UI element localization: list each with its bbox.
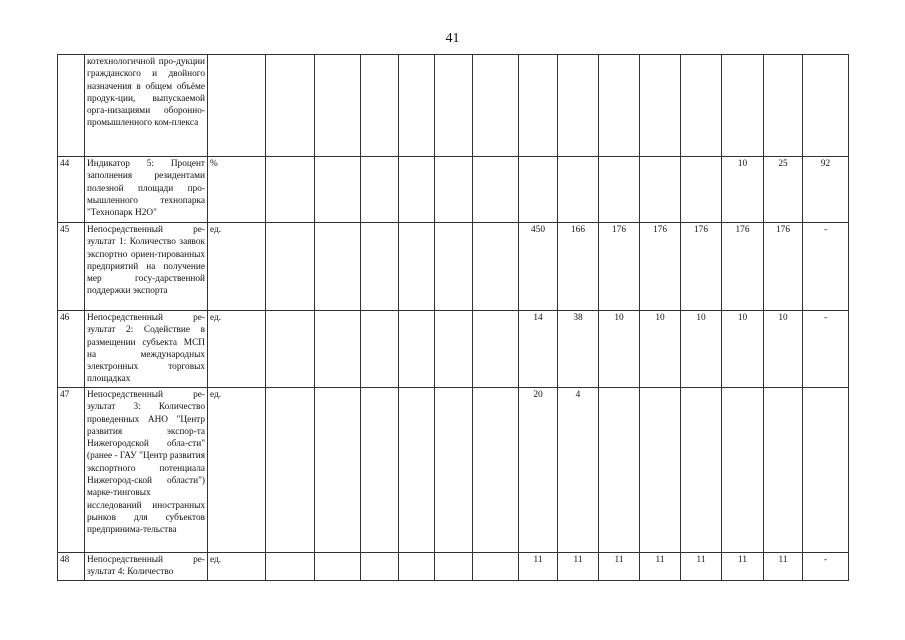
value-cell [558,157,599,223]
value-cell: 10 [681,311,722,388]
value-cell: 4 [558,388,599,553]
row-number-cell: 46 [58,311,85,388]
description-cell: Непосредственный ре-зультат 2: Содействие в размещении субъекта МСП на международных электронных торговых площадках [85,311,208,388]
value-cell: 176 [599,223,640,311]
value-cell [599,55,640,157]
value-cell: - [803,311,849,388]
page-number: 41 [445,31,460,46]
description-cell: котехнологичной про-дукции гражданского и двойного назначения в общем объёме продук-ции, выпускаемой орга-низациями оборонно-промышленного ком-плекса [85,55,208,157]
table-row [58,157,849,223]
value-cell: 176 [764,223,803,311]
value-cell [266,157,315,223]
value-cell [315,388,361,553]
value-cell [764,55,803,157]
table-row [58,553,849,581]
description-cell: Непосредственный ре-зультат 4: Количество [85,553,208,581]
value-cell: 10 [640,311,681,388]
value-cell [519,157,558,223]
value-cell [361,55,399,157]
value-cell [266,223,315,311]
value-cell [599,388,640,553]
value-cell [315,223,361,311]
value-cell [473,553,519,581]
value-cell [640,157,681,223]
value-cell: 11 [722,553,764,581]
indicator-table [57,54,849,581]
value-cell [473,388,519,553]
value-cell [640,388,681,553]
value-cell: 166 [558,223,599,311]
value-cell [399,388,435,553]
value-cell: 176 [681,223,722,311]
value-cell: - [803,553,849,581]
value-cell [473,157,519,223]
value-cell [315,553,361,581]
value-cell [803,55,849,157]
value-cell [681,157,722,223]
value-cell: 11 [681,553,722,581]
value-cell [722,388,764,553]
value-cell [722,55,764,157]
unit-cell [208,55,266,157]
value-cell: 25 [764,157,803,223]
value-cell [266,55,315,157]
table-row [58,311,849,388]
unit-cell: ед. [208,388,266,553]
table-row [58,388,849,553]
unit-cell: % [208,157,266,223]
value-cell: 92 [803,157,849,223]
row-number-cell [58,55,85,157]
value-cell: 10 [722,157,764,223]
value-cell [266,311,315,388]
value-cell: 11 [640,553,681,581]
value-cell [435,157,473,223]
value-cell: 20 [519,388,558,553]
value-cell [803,388,849,553]
value-cell: - [803,223,849,311]
value-cell: 10 [722,311,764,388]
value-cell [435,311,473,388]
unit-cell: ед. [208,311,266,388]
value-cell: 176 [722,223,764,311]
value-cell [435,55,473,157]
value-cell: 11 [558,553,599,581]
value-cell [399,223,435,311]
row-number-cell: 44 [58,157,85,223]
row-number-cell: 48 [58,553,85,581]
value-cell [315,157,361,223]
value-cell: 11 [599,553,640,581]
value-cell: 450 [519,223,558,311]
value-cell: 10 [599,311,640,388]
unit-cell: ед. [208,223,266,311]
value-cell [435,223,473,311]
value-cell [266,388,315,553]
value-cell: 38 [558,311,599,388]
value-cell [266,553,315,581]
value-cell: 10 [764,311,803,388]
description-cell: Непосредственный ре-зультат 1: Количество заявок экспортно ориен-тированных предприятий на получение мер госу-дарственной поддержки экспорта [85,223,208,311]
unit-cell: ед. [208,553,266,581]
value-cell [435,388,473,553]
value-cell [361,311,399,388]
value-cell [681,55,722,157]
value-cell [473,55,519,157]
table-row [58,223,849,311]
value-cell [315,311,361,388]
description-cell: Индикатор 5: Процент заполнения резидентами полезной площади про-мышленного технопарка "Технопарк Н2О" [85,157,208,223]
value-cell [399,55,435,157]
value-cell [435,553,473,581]
value-cell [473,223,519,311]
value-cell [681,388,722,553]
row-number-cell: 47 [58,388,85,553]
row-number-cell: 45 [58,223,85,311]
value-cell: 14 [519,311,558,388]
value-cell [361,388,399,553]
value-cell: 11 [519,553,558,581]
table-row [58,55,849,157]
value-cell [640,55,681,157]
value-cell [399,553,435,581]
value-cell [399,157,435,223]
value-cell [519,55,558,157]
value-cell [558,55,599,157]
value-cell: 11 [764,553,803,581]
value-cell [399,311,435,388]
value-cell [315,55,361,157]
value-cell [599,157,640,223]
value-cell: 176 [640,223,681,311]
value-cell [361,553,399,581]
value-cell [361,223,399,311]
value-cell [473,311,519,388]
value-cell [361,157,399,223]
value-cell [764,388,803,553]
description-cell: Непосредственный ре-зультат 3: Количество проведенных АНО "Центр развития экспор-та Нижегородской обла-сти" (ранее - ГАУ "Центр развития экспортного потенциала Нижегород-ской области") марке-тинговых исследований иностранных рынков для субъектов предпринима-тельства [85,388,208,553]
